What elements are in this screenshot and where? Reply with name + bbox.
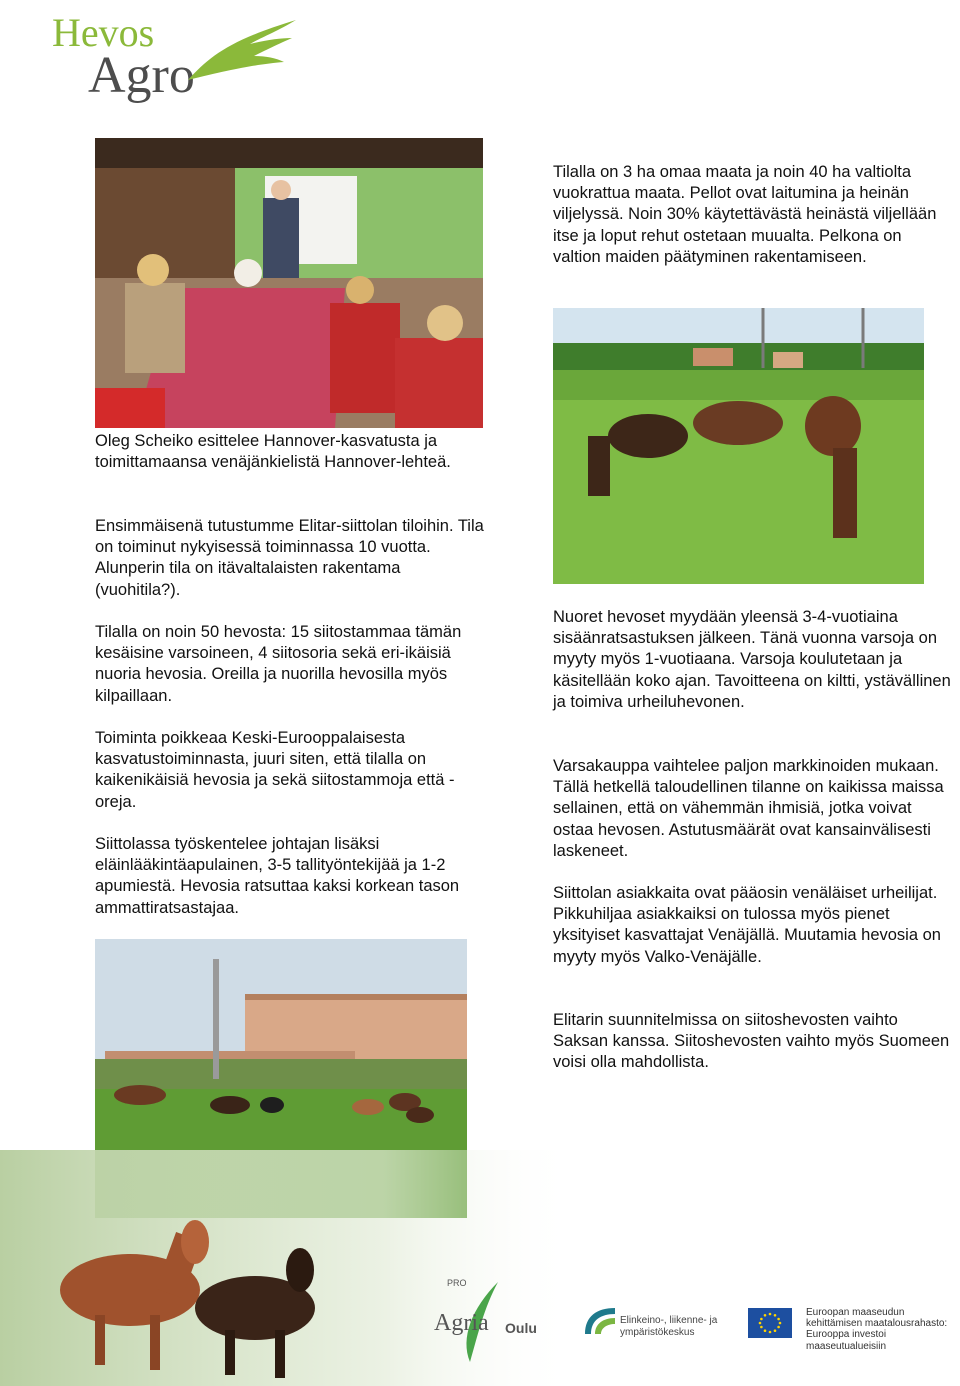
paragraph-staff: Siittolassa työskentelee johtajan lisäksi eläinlääkintäapulainen, 3-5 tallityöntekijää ja 1-2 apumiestä. Hevosia ratsuttaa kaksi korkean tason ammattiratsastajaa.: [95, 835, 460, 917]
logo-word-hevos: Hevos: [52, 10, 155, 55]
proagria-agria: Agria: [434, 1310, 489, 1336]
eu-text-line1: Euroopan maaseudun: [806, 1307, 905, 1318]
ely-centre-icon: [583, 1306, 617, 1336]
paragraph-difference: Toiminta poikkeaa Keski-Eurooppalaisesta kasvatustoiminnasta, juuri siten, että tilalla on kaikenikäisiä hevosia ja sekä siitostammoja että -oreja.: [95, 729, 455, 811]
ely-text-line1: Elinkeino-, liikenne- ja: [620, 1315, 718, 1326]
paragraph-land: Tilalla on 3 ha omaa maata ja noin 40 ha valtiolta vuokrattua maata. Pellot ovat laitumina ja heinän viljelyssä. Noin 30% käytettävästä heinästä viljellään itse ja loput rehut ostetaan muualta. Pelkona on valtion maiden päätyminen rakentamiseen.: [553, 163, 937, 266]
logo-wing-icon: [180, 16, 298, 86]
ely-text-line2: ympäristökeskus: [620, 1327, 695, 1338]
paragraph-customers: Siittolan asiakkaita ovat pääosin venäläiset urheilijat. Pikkuhiljaa asiakkaiksi on tulossa myös pienet yksityiset kasvattajat Venäjällä. Muutamia hevosia on myyty myös Valko-Venäjälle.: [553, 884, 941, 966]
eu-text-line2: kehittämisen maatalousrahasto:: [806, 1318, 948, 1329]
eu-flag-icon: [748, 1308, 792, 1338]
paragraph-plans: Elitarin suunnitelmissa on siitoshevosten vaihto Saksan kanssa. Siitoshevosten vaihto myös Suomeen voisi olla mahdollista.: [553, 1011, 950, 1072]
meeting-photo: [95, 138, 483, 428]
paragraph-market: Varsakauppa vaihtelee paljon markkinoiden mukaan. Tällä hetkellä taloudellinen tilanne on kaikissa maissa sellainen, että on vähemmän ihmisiä, jotka voivat ostaa hevosen. Astutusmäärät ovat kansainvälisesti laskeneet.: [553, 757, 944, 860]
meeting-photo-caption: Oleg Scheiko esittelee Hannover-kasvatusta ja toimittamaansa venäjänkielistä Hannover-lehteä.: [95, 432, 451, 472]
paragraph-horse-count: Tilalla on noin 50 hevosta: 15 siitostammaa tämän kesäisine varsoineen, 4 siitosoria sekä eri-ikäisiä nuoria hevosia. Oreilla ja nuorilla hevosilla myös kilpaillaan.: [95, 623, 462, 705]
proagria-oulu: Oulu: [505, 1320, 537, 1336]
foals-photo: [553, 308, 924, 584]
paragraph-young-horses: Nuoret hevoset myydään yleensä 3-4-vuotiaina sisäänratsastuksen jälkeen. Tänä vuonna varsoja on myyty myös 1-vuotiaana. Varsoja koulutetaan ja käsitellään koko ajan. Tavoitteena on kiltti, ystävällinen ja toimiva urheiluhevonen.: [553, 608, 951, 711]
hevosagro-logo: [52, 12, 302, 112]
logo-word-agro: Agro: [88, 47, 195, 104]
eu-text-line3: Eurooppa investoi maaseutualueisiin: [806, 1329, 887, 1352]
paragraph-elitar-intro: Ensimmäisenä tutustumme Elitar-siittolan tiloihin. Tila on toiminut nykyisessä toiminnassa 10 vuotta. Alunperin tila on itävaltalaisten rakentama (vuohitila?).: [95, 517, 484, 599]
footer-band: [0, 1150, 960, 1386]
proagria-pro: PRO: [447, 1278, 467, 1288]
